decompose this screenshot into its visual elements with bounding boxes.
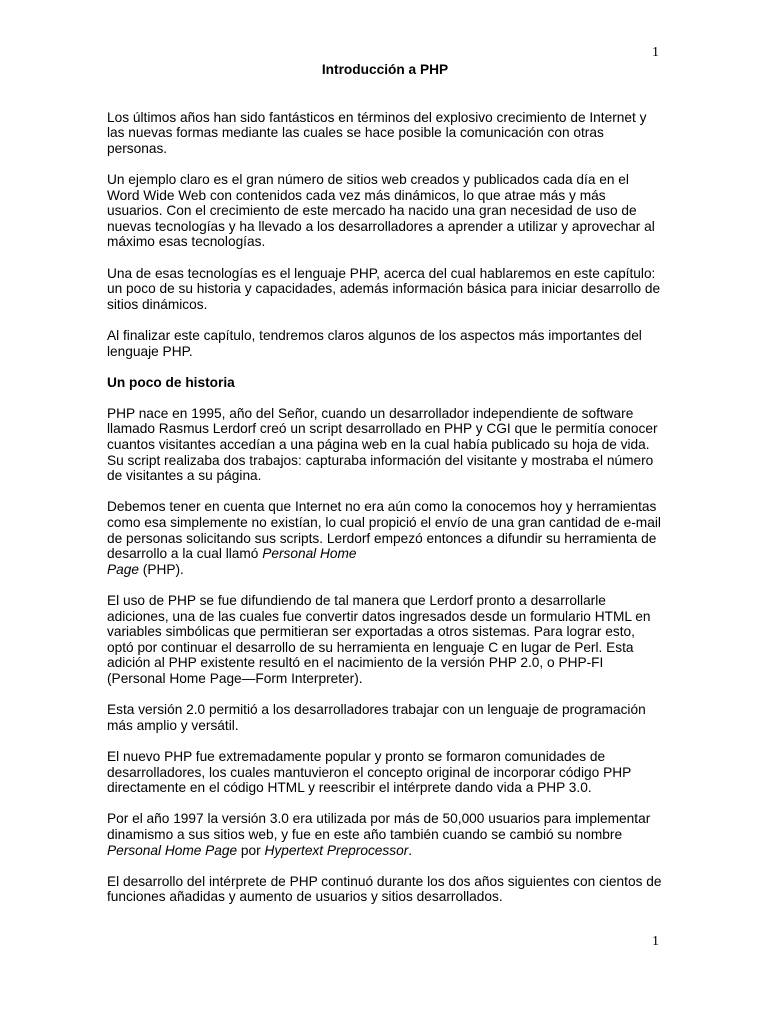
paragraph-intro-2: Un ejemplo claro es el gran número de sitios web creados y publicados cada día en el Word Wide Web con contenidos cada vez más dinámicos, lo que atrae más y más usuarios. Con el crecimiento de este mercado ha nacido una gran necesidad de uso de nuevas tecnologías y ha llevado a los desarrolladores a aprender a utilizar y aprovechar al máximo esas tecnologías.: [107, 171, 655, 250]
paragraph-history-1: PHP nace en 1995, año del Señor, cuando un desarrollador independiente de software llamado Rasmus Lerdorf creó un script desarrollado en PHP y CGI que le permitía conocer cuantos visitantes accedían a una página web en la cual había publicado su hoja de vida. Su script realizaba dos trabajos: capturaba información del visitante y mostraba el número de visitantes a su página.: [107, 405, 658, 484]
paragraph-history-7: El desarrollo del intérprete de PHP continuó durante los dos años siguientes con cientos de funciones añadidas y aumento de usuarios y sitios desarrollados.: [107, 873, 662, 905]
page-number-bottom: 1: [652, 934, 659, 949]
page-number-top: 1: [652, 45, 659, 60]
paragraph-text: .: [408, 842, 413, 858]
paragraph-history-4: Esta versión 2.0 permitió a los desarrolladores trabajar con un lenguaje de programación más amplio y versátil.: [107, 702, 646, 733]
paragraph-text: Debemos tener en cuenta que Internet no era aún como la conocemos hoy y herramientas como esa simplemente no existían, lo cual propició el envío de una gran cantidad de e-mail de personas solicitando sus scripts. Lerdorf empezó entonces a difundir su herramienta de desarrollo a la cual llamó: [107, 499, 661, 562]
paragraph-intro-4: Al finalizar este capítulo, tendremos claros algunos de los aspectos más importantes del lenguaje PHP.: [107, 327, 642, 359]
paragraph-text: por: [237, 842, 265, 858]
paragraph-intro-3: Una de esas tecnologías es el lenguaje PHP, acerca del cual hablaremos en este capítulo: un poco de su historia y capacidades, además información básica para iniciar desarrollo de sitios dinámicos.: [107, 265, 661, 312]
paragraph-history-3: El uso de PHP se fue difundiendo de tal manera que Lerdorf pronto a desarrollarle adiciones, una de las cuales fue convertir datos ingresados desde un formulario HTML en variables simbólicas que permitieran ser exportadas a otros sistemas. Para lograr esto, optó por continuar el desarrollo de su herramienta en lenguaje C en lugar de Perl. Esta adición al PHP existente resultó en el nacimiento de la versión PHP 2.0, o PHP-FI (Personal Home Page—Form Interpreter).: [107, 593, 651, 686]
italic-term: Page: [107, 561, 139, 577]
paragraph-history-2: [107, 499, 663, 577]
italic-term: Personal Home: [262, 546, 357, 562]
paragraph-history-6: [107, 811, 663, 858]
paragraph-text: (PHP).: [138, 561, 184, 577]
paragraph-text: Por el año 1997 la versión 3.0 era utilizada por más de 50,000 usuarios para implementar dinamismo a sus sitios web, y fue en este año también cuando se cambió su nombre: [107, 811, 651, 842]
section-heading: Un poco de historia: [107, 374, 235, 390]
paragraph-history-5: El nuevo PHP fue extremadamente popular y pronto se formaron comunidades de desarrolladores, los cuales mantuvieron el concepto original de incorporar código PHP directamente en el código HTML y reescribir el intérprete dando vida a PHP 3.0.: [107, 748, 631, 796]
page-title: Introducción a PHP: [321, 62, 449, 77]
italic-term: Personal Home Page: [107, 842, 238, 858]
paragraph-intro-1: Los últimos años han sido fantásticos en términos del explosivo crecimiento de Internet y las nuevas formas mediante las cuales se hace posible la comunicación con otras personas.: [107, 109, 647, 156]
document-body: [107, 62, 663, 920]
italic-term: Hypertext Preprocessor: [264, 842, 409, 858]
